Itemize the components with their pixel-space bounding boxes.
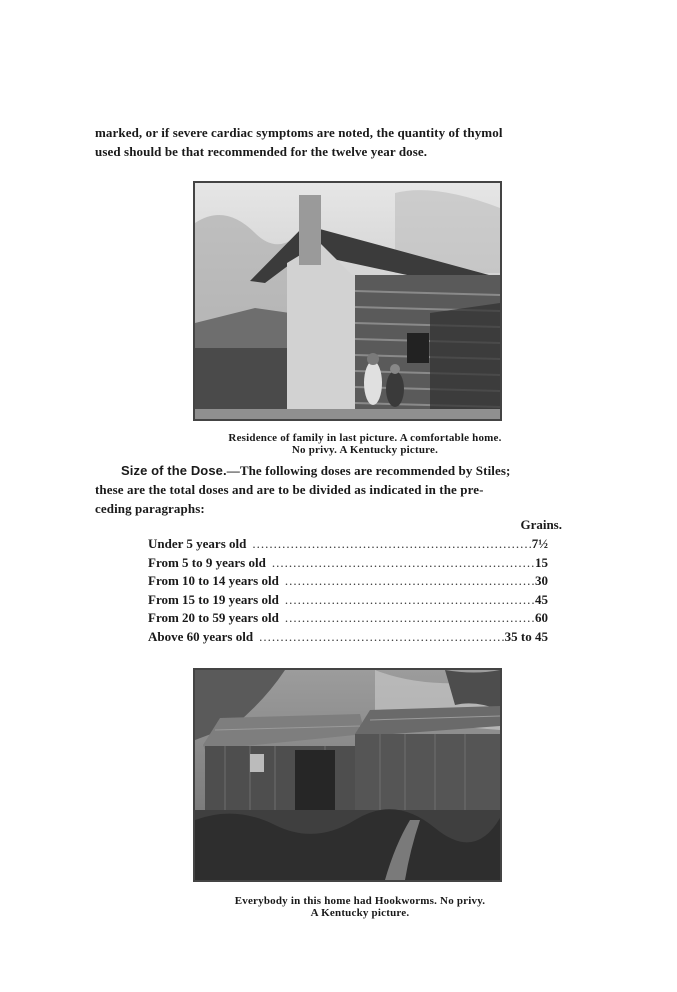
dose-row-label: From 20 to 59 years old	[148, 610, 279, 625]
dose-row	[148, 629, 548, 648]
cabin-photo	[193, 668, 502, 882]
cabin-illustration	[195, 670, 500, 880]
log-house-photo	[193, 181, 502, 421]
dose-row-label: Under 5 years old	[148, 536, 247, 551]
size-of-dose-heading: Size of the Dose.	[121, 463, 227, 478]
top-paragraph-line-1: marked, or if severe cardiac symptoms are noted, the quantity of thymol	[95, 125, 503, 140]
dose-row	[148, 555, 548, 574]
dose-table	[148, 536, 548, 647]
leader-dots	[285, 573, 534, 589]
grains-column-header: Grains.	[520, 517, 562, 532]
dose-row	[148, 592, 548, 611]
figure-2-caption-line-1: Everybody in this home had Hookworms. No privy.	[234, 895, 486, 907]
dose-paragraph	[95, 461, 611, 518]
leader-dots	[252, 536, 530, 552]
leader-dots	[285, 610, 534, 626]
figure-2-caption	[160, 895, 560, 919]
leader-dots	[272, 555, 534, 571]
dose-row-label: From 15 to 19 years old	[148, 591, 279, 607]
dose-row-label: From 10 to 14 years old	[148, 573, 279, 588]
dose-row-value: 35 to 45	[504, 628, 548, 644]
dose-row-value: 45	[535, 591, 548, 607]
leader-dots	[259, 629, 504, 645]
dose-row-label: Above 60 years old	[148, 628, 254, 644]
log-house-illustration	[195, 183, 500, 419]
dose-row	[148, 536, 548, 555]
dose-row-value: 15	[535, 554, 548, 570]
dose-row-value: 60	[535, 610, 548, 625]
dose-paragraph-line-3: ceding paragraphs:	[95, 501, 205, 516]
dose-row-value: 30	[535, 573, 548, 588]
dose-row-value: 7½	[531, 536, 548, 551]
leader-dots	[285, 592, 534, 608]
dose-paragraph-line-1-text: —The following doses are recommended by Stiles;	[226, 463, 511, 478]
top-paragraph-line-2: used should be that recommended for the twelve year dose.	[95, 144, 428, 159]
figure-1-caption	[160, 432, 570, 456]
dose-paragraph-line-2: these are the total doses and are to be divided as indicated in the pre-	[95, 482, 484, 497]
figure-1-caption-line-1: Residence of family in last picture. A comfortable home.	[228, 432, 502, 444]
dose-row	[148, 573, 548, 592]
dose-paragraph-line-1	[95, 461, 611, 480]
top-paragraph	[95, 123, 611, 161]
figure-1-caption-line-2: No privy. A Kentucky picture.	[291, 444, 439, 456]
dose-row-label: From 5 to 9 years old	[148, 554, 266, 570]
dose-row	[148, 610, 548, 629]
figure-2-caption-line-2: A Kentucky picture.	[310, 907, 410, 919]
